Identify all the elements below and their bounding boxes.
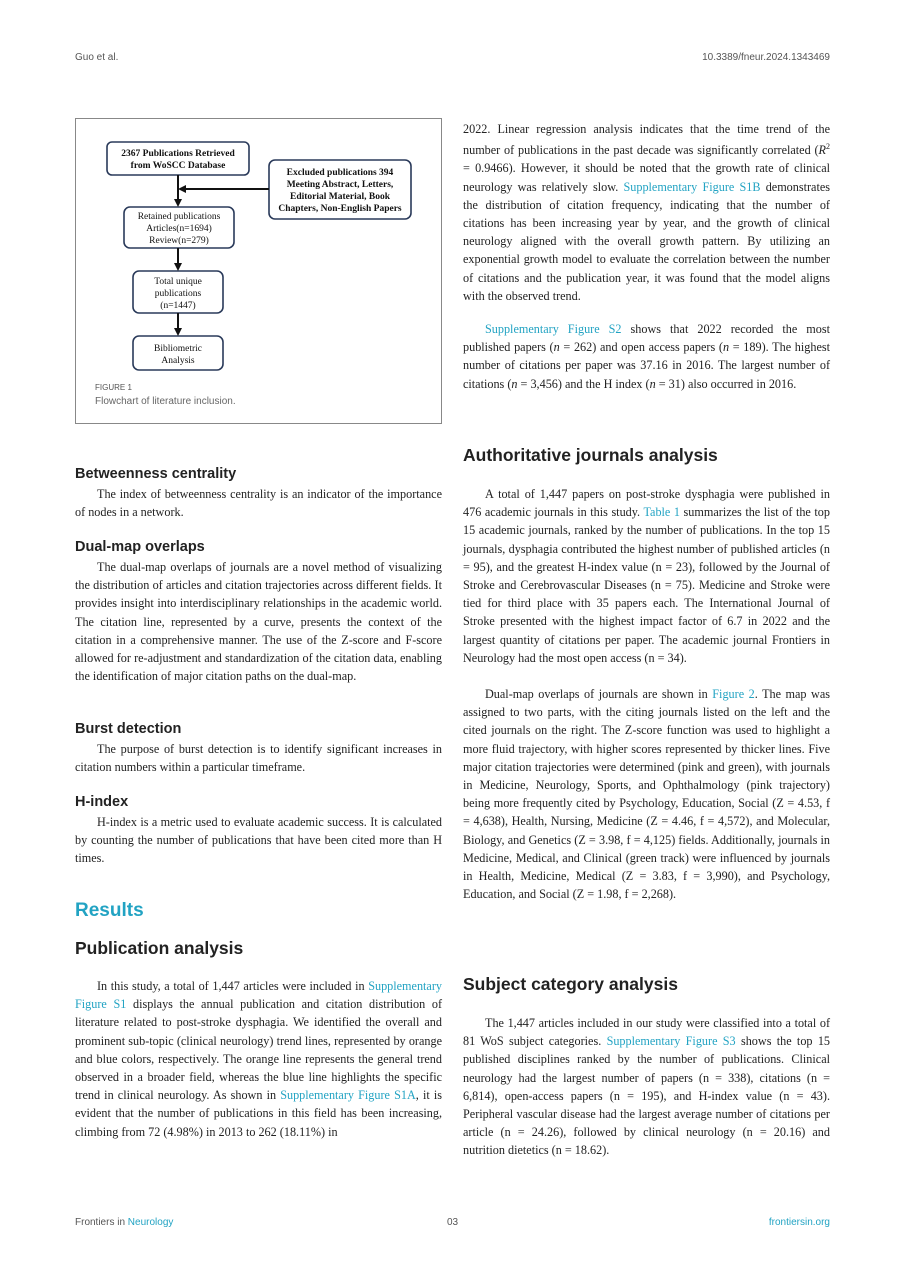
running-header-doi: 10.3389/fneur.2024.1343469 <box>702 52 830 63</box>
retained-line2: Articles(n=1694) <box>146 224 212 234</box>
heading-subject-category: Subject category analysis <box>463 974 678 994</box>
unique-line2: publications <box>154 289 202 299</box>
figure-label: FIGURE 1 <box>95 383 132 392</box>
analysis-line2: Analysis <box>161 356 195 366</box>
retrieved-line2: from WoSCC Database <box>130 161 226 171</box>
link-supp-fig-s3[interactable]: Supplementary Figure S3 <box>606 1034 736 1049</box>
excluded-line1: Excluded publications 394 <box>286 168 394 178</box>
heading-publication-analysis: Publication analysis <box>75 938 244 958</box>
figure-1 <box>75 118 442 424</box>
para-supp-s2: Supplementary Figure S2 shows that 2022 recorded the most published papers (n = 262) and open access papers (n = 189). The highest number of citations per paper was 37.16 in 2016. The largest number of citations (n = 3,456) and the H index (n = 31) also occurred in 2016. <box>463 322 831 391</box>
footer-journal-link[interactable]: Neurology <box>127 1217 174 1228</box>
excluded-line4: Chapters, Non-English Papers <box>278 204 402 214</box>
footer-journal: Frontiers in Neurology <box>75 1217 174 1228</box>
heading-betweenness: Betweenness centrality <box>75 466 237 482</box>
unique-line3: (n=1447) <box>160 301 196 311</box>
link-figure-2[interactable]: Figure 2 <box>712 687 755 701</box>
para-subject-category: The 1,447 articles included in our study were classified into a total of 81 WoS subject categories. Supplementary Figure S3 shows the top 15 published disciplines ranked by the number of publications. Clinical neurology had the largest number of papers (n = 338), citations (n = 6,814), open-access papers (n = 195), and H-index value (n = 43). Peripheral vascular disease had the largest average number of citations per article (n = 24.26), followed by clinical neurology (n = 20.16) and nutrition dietetics (n = 18.62). <box>463 1016 830 1158</box>
link-supp-fig-s1a[interactable]: Supplementary Figure S1A <box>280 1088 416 1103</box>
retained-line3: Review(n=279) <box>149 236 209 246</box>
retrieved-line1: 2367 Publications Retrieved <box>121 149 235 159</box>
unique-line1: Total unique <box>154 277 202 287</box>
heading-journals-analysis: Authoritative journals analysis <box>463 445 718 465</box>
link-supp-fig-s1b[interactable]: Supplementary Figure S1B <box>623 179 761 194</box>
heading-results: Results <box>75 900 144 921</box>
para-journals-1: A total of 1,447 papers on post-stroke dysphagia were published in 476 academic journals in this study. Table 1 summarizes the list of the top 15 academic journals, ranked by the number of publications. In the top 15 journals, dysphagia contributed the highest number of published articles (n = 95), and the greatest H-index value (n = 23), followed by the Journal of Stroke and Cerebrovascular Diseases (n = 75). Medicine and Stroke were tied for third place with 35 papers each. The International Journal of Stroke presented with the highest impact factor of 6.7 in 2022 and the largest quantity of citations per paper. The academic journal Frontiers in Neurology had the most open access (n = 34). <box>463 487 830 665</box>
excluded-line3: Editorial Material, Book <box>289 192 391 202</box>
para-burst: The purpose of burst detection is to identify significant increases in citation numbers within a particular timeframe. <box>75 742 442 775</box>
para-hindex: H-index is a metric used to evaluate academic success. It is calculated by counting the number of publications that have been cited more than H times. <box>75 815 442 866</box>
figure-caption: Flowchart of literature inclusion. <box>95 396 236 407</box>
para-publication-cont: 2022. Linear regression analysis indicates that the time trend of the number of publications in the past decade was significantly correlated $(R^2 = 0.9466)$. However, it should be noted that the growth rate of clinical neurology was relatively slow. Supplementary Figure S1B demonstrates the distribution of citation frequency, indicating that the number of citations has been increasing year by year, and the growth of clinical neurology aligned with the overall growth pattern. By utilizing an exponential growth model to evaluate the correlation between the number of citations and the publication year, it was found that the model aligns with the observed trend. <box>463 122 831 303</box>
page-number: 03 <box>446 1217 459 1228</box>
para-dualmap: The dual-map overlaps of journals are a novel method of visualizing the distribution of articles and citation trajectories across different fields. It provides insight into interdisciplinary relationships in the academic world. The citation line, represented by a curve, presents the context of the citation in a comprehensive manner. The use of the Z-score and F-score allowed for re-adjustment and standardization of the citation data, enabling the identification of major citation paths on the dual-map. <box>75 560 442 684</box>
para-publication: In this study, a total of 1,447 articles were included in Supplementary Figure S1 displays the annual publication and citation distribution of literature related to post-stroke dysphagia. We identified the overall and prominent sub-topic (clinical neurology) trend lines, represented by orange and blue colors, respectively. The orange line represents the general trend observed in a broader field, whereas the blue line highlights the specific trend in clinical neurology. As shown in Supplementary Figure S1A, it is evident that the number of publications in this field has been increasing, climbing from 72 (4.98%) in 2013 to 262 (18.11%) in <box>75 979 443 1139</box>
heading-hindex: H-index <box>75 794 129 810</box>
para-journals-2: Dual-map overlaps of journals are shown in Figure 2. The map was assigned to two parts, with the citing journals listed on the left and the cited journals on the right. The Z-score function was used to highlight a more fluid trajectory, with higher scores represented by thicker lines. Five major citation trajectories were determined (pink and green), with journals in Medicine, Neurology, Sports, and Ophthalmology (pink trajectory) being more frequently cited by Psychology, Education, Social (Z = 4.53, f = 4,638), Health, Nursing, Medicine (Z = 4.46, f = 4,572), and Molecular, Biology, and Genetics (Z = 3.98, f = 4,125) fields. Additionally, journals in Medicine, Medical, and Clinical (green track) were influenced by journals in Health, Medicine, Medical (Z = 3.83, f = 3,990), and Psychology, Education, and Social (Z = 1.98, f = 2,268). <box>463 687 830 902</box>
link-supp-fig-s2[interactable]: Supplementary Figure S2 <box>485 322 622 336</box>
analysis-line1: Bibliometric <box>153 344 203 354</box>
retained-line1: Retained publications <box>137 212 221 222</box>
link-supp-fig-s1[interactable]: Supplementary Figure S1 <box>75 979 442 1012</box>
heading-burst: Burst detection <box>75 721 182 737</box>
excluded-line2: Meeting Abstract, Letters, <box>286 180 394 190</box>
para-betweenness: The index of betweenness centrality is an indicator of the importance of nodes in a network. <box>75 487 442 520</box>
footer-site-link[interactable]: frontiersin.org <box>768 1217 830 1228</box>
running-header-authors: Guo et al. <box>75 52 119 63</box>
heading-dualmap: Dual-map overlaps <box>75 539 205 555</box>
link-table-1[interactable]: Table 1 <box>643 505 680 520</box>
flowchart <box>76 119 443 379</box>
